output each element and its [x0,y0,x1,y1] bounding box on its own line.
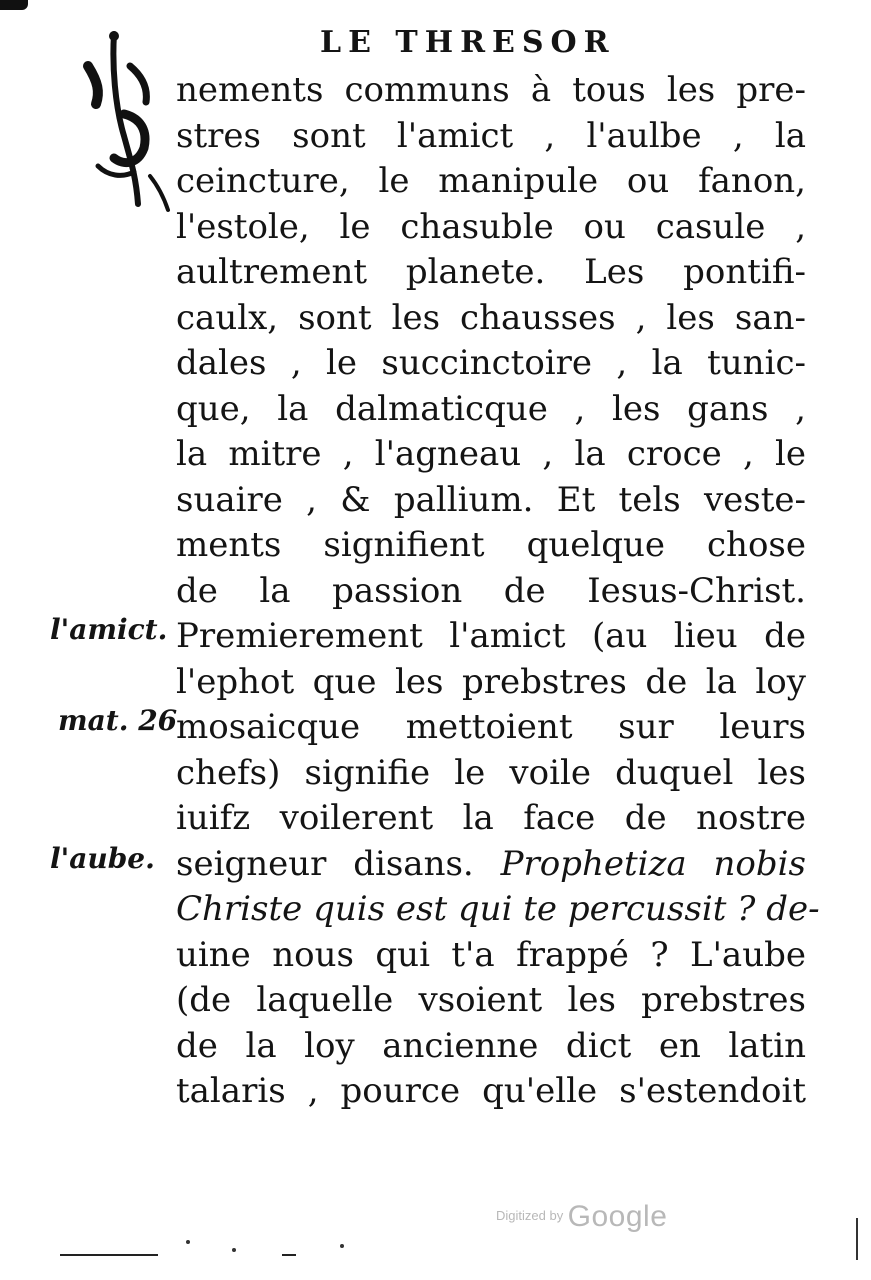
ink-speck [186,1240,190,1244]
text-line: chefs) signifie le voile duquel les [176,752,806,793]
margin-note-aube: l'aube. [50,842,155,875]
text-line: que, la dalmaticque , les gans , [176,388,806,429]
text-line: talaris , pource qu'elle s'estendoit [176,1071,806,1111]
text-line: ments signifient quelque chose [176,525,806,565]
running-head: LE THRESOR [320,25,616,60]
italic-phrase: Prophetiza nobis [500,843,806,884]
text-line: l'estole, le chasuble ou casule , [176,206,806,247]
text-line: uine nous qui t'a frappé ? L'aube [176,934,806,975]
corner-ink-mark [0,0,28,10]
text-line: suaire , & pallium. Et tels veste- [176,479,806,520]
text-line: nements communs à tous les pre- [176,70,806,110]
text-line: l'ephot que les prebstres de la loy [176,661,806,702]
text-segment: seigneur disans. [176,843,501,884]
page-edge-line [856,1218,858,1260]
bottom-rule-dash [282,1254,296,1256]
text-line: de la loy ancienne dict en latin [176,1025,806,1066]
text-line: (de laquelle vsoient les prebstres [176,980,806,1020]
text-line: ceincture, le manipule ou fanon, [176,161,806,201]
body-text [176,68,820,1115]
text-line: la mitre , l'agneau , la croce , le [176,434,806,474]
text-line: caulx, sont les chausses , les san- [176,297,806,338]
digitized-watermark [496,1200,667,1234]
italic-phrase: Christe quis est qui te percussit ? de- [176,889,820,929]
margin-note-amict: l'amict. [50,613,168,646]
text-line-mixed [176,842,806,888]
text-line: Premierement l'amict (au lieu de [176,616,806,656]
drop-initial-letter [68,26,180,216]
text-line: mosaicque mettoient sur leurs [176,707,806,747]
text-line: de la passion de Iesus-Christ. [176,570,806,611]
text-line: dales , le succinctoire , la tunic- [176,343,806,383]
watermark-brand: Google [567,1200,668,1233]
text-line-italic [176,887,820,933]
ink-speck [232,1248,236,1252]
ink-speck [340,1244,344,1248]
bottom-rule [60,1254,158,1256]
margin-note-mat: mat. 26 [58,704,178,737]
watermark-prefix: Digitized by [496,1208,564,1223]
text-line: aultrement planete. Les pontifi- [176,252,806,292]
text-line: iuifz voilerent la face de nostre [176,798,806,838]
text-line: stres sont l'amict , l'aulbe , la [176,115,806,156]
